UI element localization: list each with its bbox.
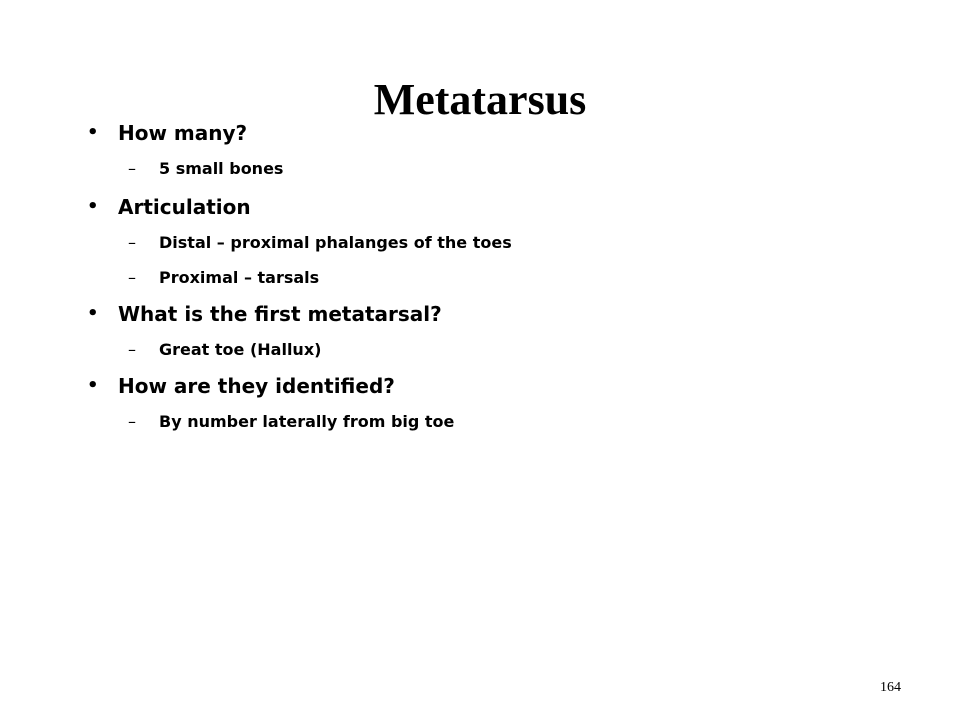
sub-bullet-text: Proximal – tarsals	[159, 268, 320, 287]
dash-marker: –	[128, 268, 136, 287]
bullet-text: Articulation	[118, 195, 251, 219]
bullet-item	[87, 120, 248, 146]
dash-marker: –	[128, 159, 136, 178]
bullet-marker: •	[87, 375, 99, 396]
bullet-marker: •	[87, 196, 99, 217]
sub-bullet-text: 5 small bones	[159, 159, 284, 178]
sub-bullet-item	[128, 158, 284, 180]
dash-marker: –	[128, 340, 136, 359]
sub-bullet-text: By number laterally from big toe	[159, 412, 455, 431]
sub-bullet-item	[128, 411, 455, 433]
bullet-text: How many?	[118, 121, 248, 145]
dash-marker: –	[128, 233, 136, 252]
bullet-text: How are they identified?	[118, 374, 395, 398]
sub-bullet-item	[128, 232, 512, 254]
bullet-item	[87, 194, 251, 220]
page-number: 164	[880, 680, 901, 695]
slide-title: Metatarsus	[373, 75, 587, 124]
bullet-item	[87, 301, 442, 327]
sub-bullet-text: Distal – proximal phalanges of the toes	[159, 233, 512, 252]
bullet-item	[87, 373, 395, 399]
dash-marker: –	[128, 412, 136, 431]
sub-bullet-item	[128, 267, 320, 289]
bullet-marker: •	[87, 122, 99, 143]
bullet-marker: •	[87, 303, 99, 324]
bullet-text: What is the first metatarsal?	[118, 302, 442, 326]
sub-bullet-item	[128, 339, 322, 361]
sub-bullet-text: Great toe (Hallux)	[159, 340, 322, 359]
